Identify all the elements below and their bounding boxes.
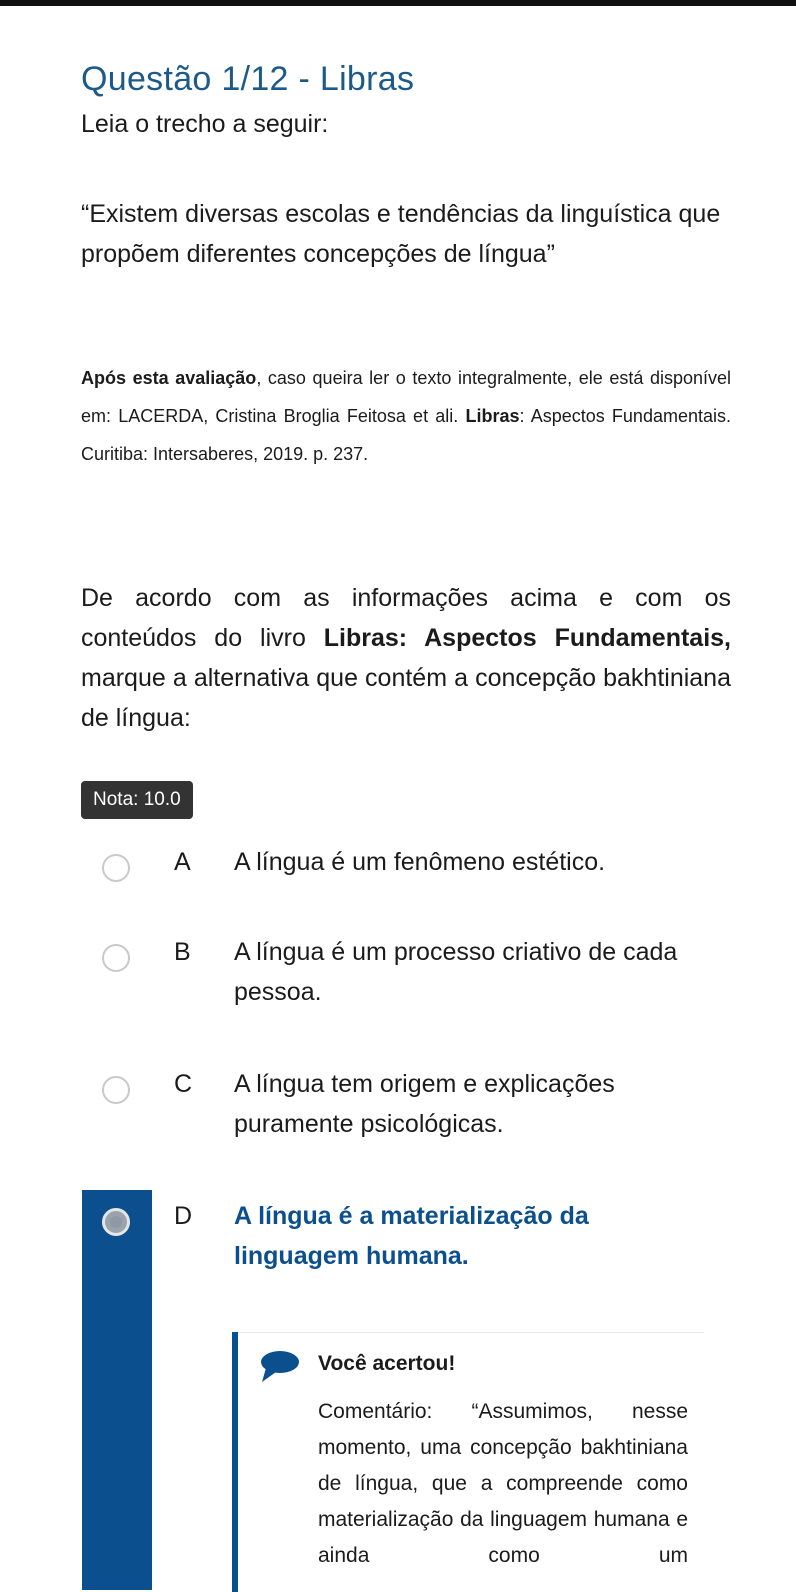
source-reference xyxy=(81,359,731,473)
option-a[interactable] xyxy=(0,842,796,892)
question-prompt xyxy=(81,578,731,738)
prompt-book-title: Libras: Aspectos Fundamentais, xyxy=(323,624,731,652)
option-c-radio[interactable] xyxy=(102,1076,130,1104)
quoted-excerpt: “Existem diversas escolas e tendências da linguística que propõem diferentes concepções de língua” xyxy=(81,200,721,268)
question-title: Questão 1/12 - Libras xyxy=(81,60,415,98)
option-b[interactable] xyxy=(0,932,796,1022)
option-c[interactable] xyxy=(0,1064,796,1154)
option-c-letter: C xyxy=(174,1070,193,1098)
feedback-title: Você acertou! xyxy=(318,1352,456,1375)
option-a-letter: A xyxy=(174,848,191,876)
option-b-letter: B xyxy=(174,938,191,966)
option-a-radio[interactable] xyxy=(102,854,130,882)
question-page xyxy=(0,6,796,1584)
source-bold-start: Após esta avaliação xyxy=(81,368,257,388)
speech-bubble-icon xyxy=(260,1348,300,1389)
option-d[interactable] xyxy=(0,1196,796,1286)
question-intro: Leia o trecho a seguir: xyxy=(81,110,329,138)
feedback-comment: Comentário: “Assumimos, nesse momento, uma concepção bakhtiniana de língua, que a compreende como materialização da linguagem humana e ainda como um xyxy=(318,1400,688,1567)
feedback-accent-bar xyxy=(232,1332,238,1592)
option-d-letter: D xyxy=(174,1202,193,1230)
prompt-text-2: marque a alternativa que contém a concepção bakhtiniana de língua: xyxy=(81,664,731,732)
prompt-text-1: De acordo com as informações acima e com os conteúdos do livro xyxy=(81,584,731,652)
source-text-2: : Aspectos Fundamentais. Curitiba: Intersaberes, 2019. p. 237. xyxy=(81,406,731,464)
source-bold-title: Libras xyxy=(465,406,520,426)
option-b-text: A língua é um processo criativo de cada pessoa. xyxy=(234,938,678,1006)
option-d-text: A língua é a materialização da linguagem humana. xyxy=(234,1202,589,1270)
source-text-1: , caso queira ler o texto integralmente, ele está disponível em: LACERDA, Cristina Broglia Feitosa et ali. xyxy=(81,368,732,426)
grade-badge: Nota: 10.0 xyxy=(81,781,193,819)
feedback-divider xyxy=(234,1332,704,1333)
option-b-radio[interactable] xyxy=(102,944,130,972)
option-c-text: A língua tem origem e explicações puramente psicológicas. xyxy=(234,1070,615,1138)
option-d-radio[interactable] xyxy=(102,1208,130,1236)
option-a-text: A língua é um fenômeno estético. xyxy=(234,848,606,876)
